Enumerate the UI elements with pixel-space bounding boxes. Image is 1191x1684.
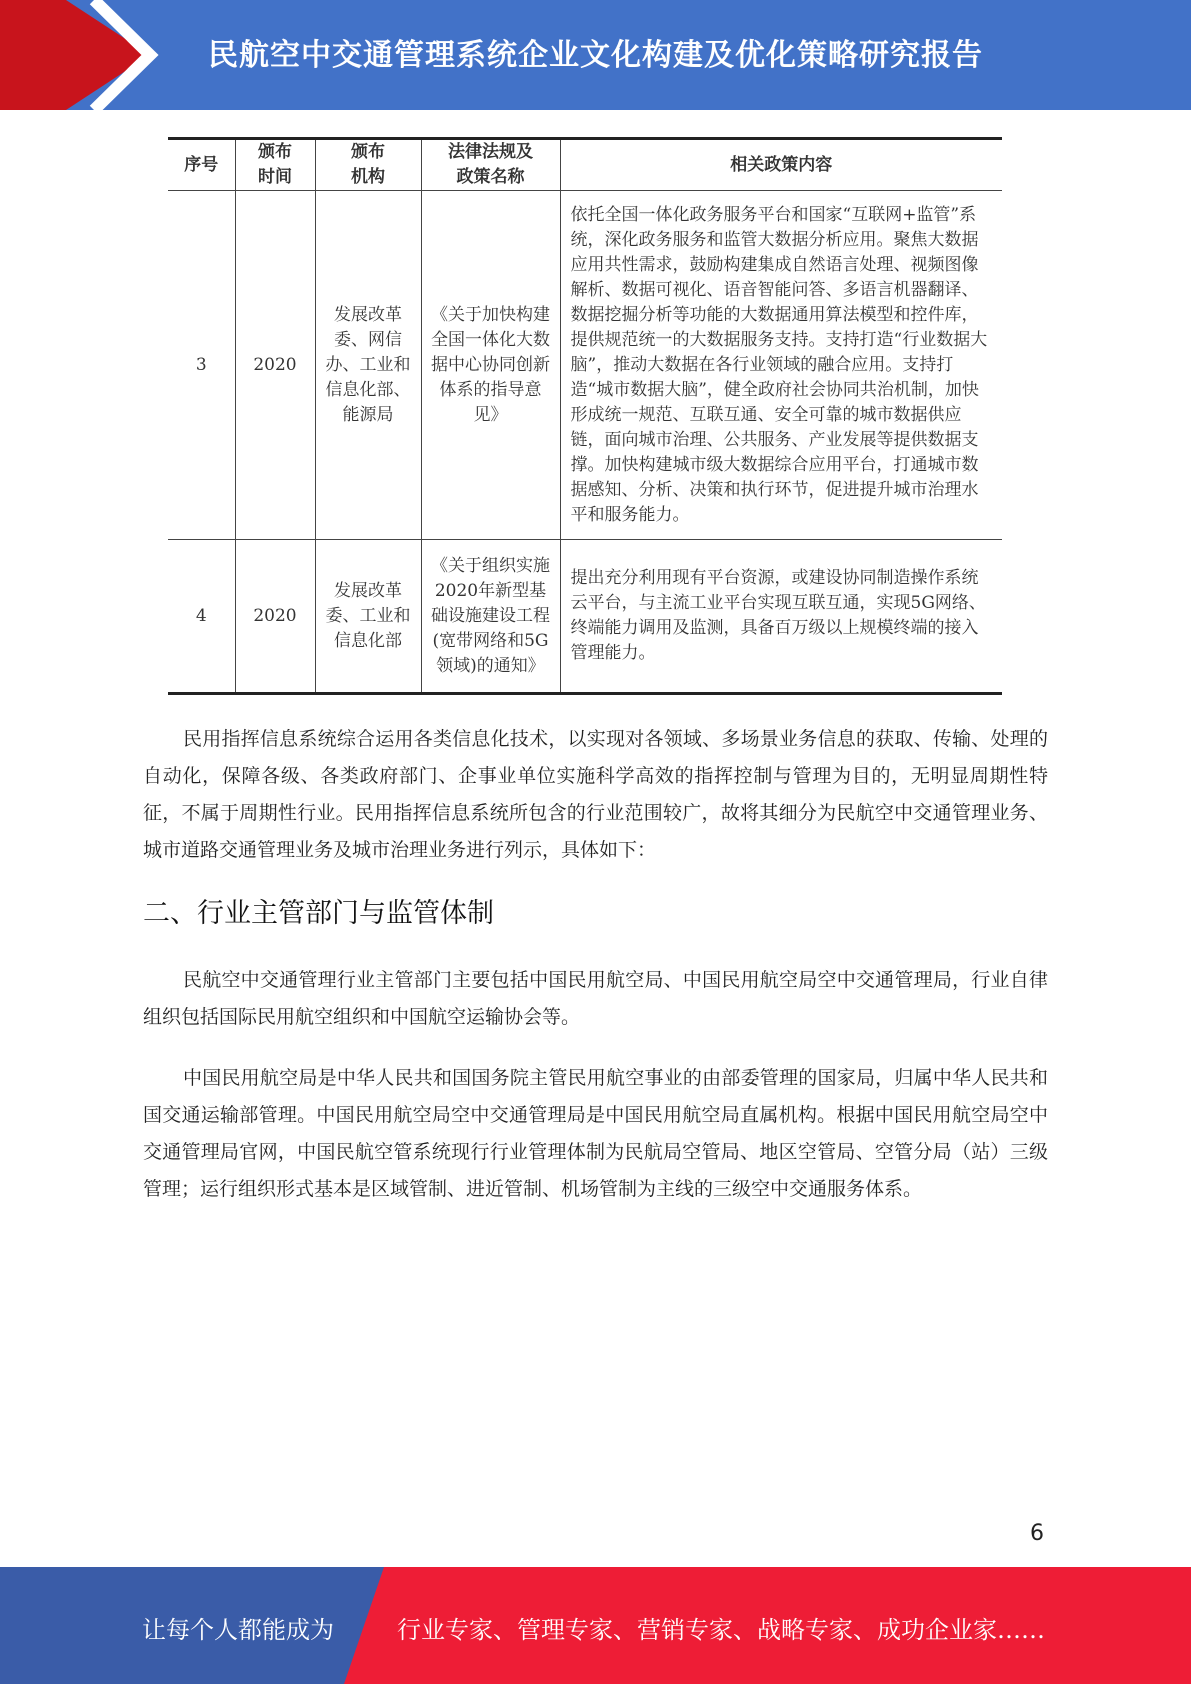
header-serial-number: 序号 [168, 139, 235, 191]
cell-issue-date: 2020 [235, 191, 315, 540]
cell-policy-content: 提出充分利用现有平台资源，或建设协同制造操作系统云平台，与主流工业平台实现互联互通，实现5G网络、终端能力调用及监测，具备百万级以上规模终端的接入管理能力。 [560, 540, 1002, 694]
header-issuing-agency-line2: 机构 [351, 167, 385, 187]
body-paragraph-authorities: 民航空中交通管理行业主管部门主要包括中国民用航空局、中国民用航空局空中交通管理局，行业自律组织包括国际民用航空组织和中国航空运输协会等。 [143, 969, 1048, 1028]
page-header-band [0, 0, 1191, 110]
cell-issue-date: 2020 [235, 540, 315, 694]
header-issuing-agency [315, 139, 421, 191]
body-paragraph-caac: 中国民用航空局是中华人民共和国国务院主管民用航空事业的由部委管理的国家局，归属中华人民共和国交通运输部管理。中国民用航空局空中交通管理局是中国民用航空局直属机构。根据中国民用航空局空中交通管理局官网，中国民航空管系统现行行业管理体制为民航局空管局、地区空管局、空管分局（站）三级管理；运行组织形式基本是区域管制、进近管制、机场管制为主线的三级空中交通服务体系。 [143, 1067, 1048, 1200]
header-issuing-agency-line1: 颁布 [351, 142, 385, 162]
page-footer-band [0, 1567, 1191, 1684]
header-issue-date-line1: 颁布 [258, 142, 292, 162]
header-issue-date [235, 139, 315, 191]
header-policy-name [421, 139, 560, 191]
table-row [168, 540, 1002, 694]
body-paragraph-intro: 民用指挥信息系统综合运用各类信息化技术，以实现对各领域、多场景业务信息的获取、传输、处理的自动化，保障各级、各类政府部门、企事业单位实施科学高效的指挥控制与管理为目的，无明显周期性特征，不属于周期性行业。民用指挥信息系统所包含的行业范围较广，故将其细分为民航空中交通管理业务、城市道路交通管理业务及城市治理业务进行列示，具体如下： [143, 728, 1048, 861]
header-policy-name-line1: 法律法规及 [448, 142, 533, 162]
cell-issuing-agency: 发展改革委、网信办、工业和信息化部、能源局 [315, 191, 421, 540]
header-policy-name-line2: 政策名称 [456, 167, 525, 187]
policy-table [168, 137, 1002, 695]
header-policy-content: 相关政策内容 [560, 139, 1002, 191]
cell-serial-number: 4 [168, 540, 235, 694]
cell-policy-content: 依托全国一体化政务服务平台和国家“互联网+监管”系统，深化政务服务和监管大数据分析应用。聚焦大数据应用共性需求，鼓励构建集成自然语言处理、视频图像解析、数据可视化、语音智能问答、多语言机器翻译、数据挖掘分析等功能的大数据通用算法模型和控件库，提供规范统一的大数据服务支持。支持打造“行业数据大脑”，推动大数据在各行业领域的融合应用。支持打造“城市数据大脑”，健全政府社会协同共治机制，加快形成统一规范、互联互通、安全可靠的城市数据供应链，面向城市治理、公共服务、产业发展等提供数据支撑。加快构建城市级大数据综合应用平台，打通城市数据感知、分析、决策和执行环节，促进提升城市治理水平和服务能力。 [560, 191, 1002, 540]
cell-serial-number: 3 [168, 191, 235, 540]
section-heading: 二、行业主管部门与监管体制 [143, 898, 494, 929]
table-header-row [168, 139, 1002, 191]
cell-issuing-agency: 发展改革委、工业和信息化部 [315, 540, 421, 694]
header-red-arrow-shape [0, 0, 150, 110]
cell-policy-name: 《关于加快构建全国一体化大数据中心协同创新体系的指导意见》 [421, 191, 560, 540]
table-row [168, 191, 1002, 540]
cell-policy-name: 《关于组织实施2020年新型基础设施建设工程(宽带网络和5G领域)的通知》 [421, 540, 560, 694]
header-issue-date-line2: 时间 [258, 167, 292, 187]
page-number: 6 [1030, 1521, 1044, 1546]
footer-slogan-left: 让每个人都能成为 [142, 1616, 334, 1644]
report-title: 民航空中交通管理系统企业文化构建及优化策略研究报告 [208, 38, 983, 73]
footer-slogan-right: 行业专家、管理专家、营销专家、战略专家、成功企业家…… [397, 1616, 1045, 1644]
